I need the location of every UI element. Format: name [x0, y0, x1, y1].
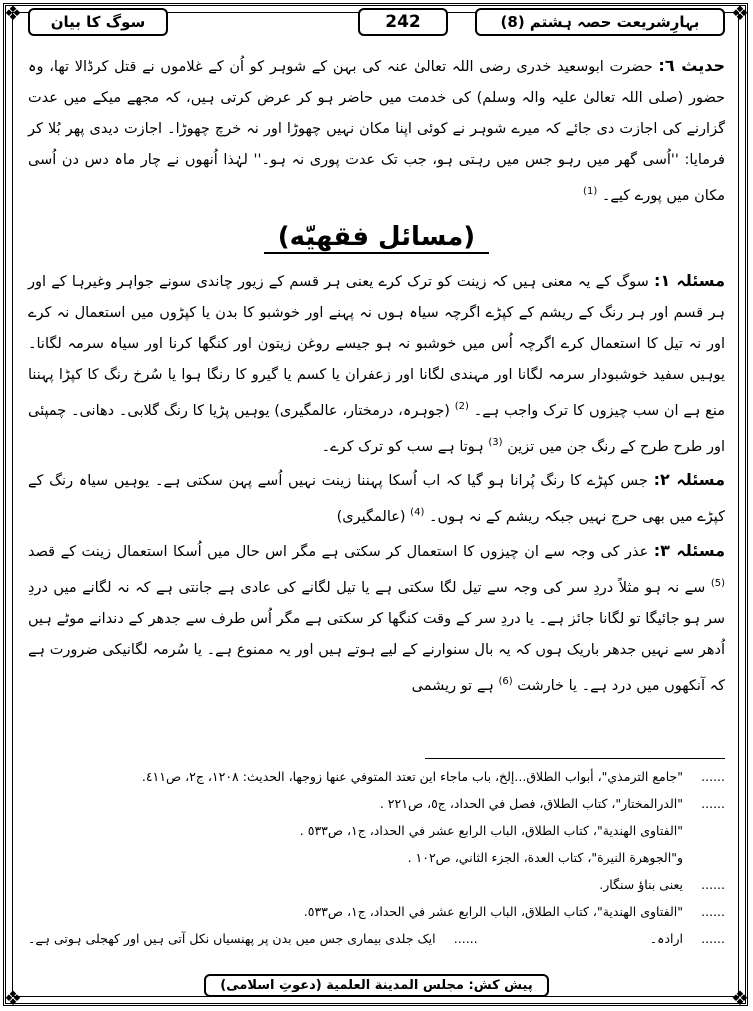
- masala-text: عذر کی وجہ سے ان چیزوں کا استعمال کر سکتی ہے مگر اس حال میں اُسکا استعمال زینت کے قصد: [28, 544, 649, 561]
- corner-ornament-icon: ❖: [4, 986, 22, 1010]
- page-number: 242: [358, 8, 448, 36]
- masala-3: [28, 535, 725, 702]
- masala-text: سوگ کے یہ معنی ہیں کہ زینت کو ترک کرے یعنی ہر قسم کے زیور چاندی سونے جواہر وغیرہا کے اور ہر قسم اور ہر رنگ کے ریشم کے کپڑے اگرچہ سیاہ ہوں نہ پہنے اور خوشبو کا بدن یا کپڑوں میں استعمال نہ کرے اور نہ تیل کا استعمال کرے اگرچہ اُس میں خوشبو نہ ہو جیسے روغن زیتون اور کنگھا کرنا اور سیاہ سرمہ لگانا۔ یوہیں سفید خوشبودار سرمہ لگانا اور مہندی لگانا اور زعفران یا کسم یا گیرو کا رنگا ہوا یا سُرخ رنگ کا کپڑا پہننا منع ہے ان سب چیزوں کا ترک واجب ہے۔: [28, 273, 725, 419]
- page-footer: [0, 974, 753, 997]
- footnote-marker: [683, 820, 725, 841]
- footnote-text: ایک جلدی بیماری جس میں بدن پر پھنسیاں نکل آتی ہیں اور کھجلی ہوتی ہے۔: [28, 931, 436, 946]
- footnote-item: [28, 820, 725, 841]
- footnote-item: [28, 901, 725, 922]
- footnote-marker: ......: [701, 877, 725, 892]
- hadith-label: حدیث ٦:: [658, 56, 725, 75]
- footnote-text: "الدرالمختار"، كتاب الطلاق، فصل في الحداد، ج٥، ص٢٢١ .: [379, 796, 683, 811]
- footnote-marker: ......: [453, 931, 478, 946]
- footnote-marker: ......: [701, 904, 725, 919]
- footnote-item: [28, 793, 725, 814]
- masala-text: (جوہرہ، درمختار، عالمگیری) یوہیں پڑیا کا رنگ گلابی۔ دھانی۔ چمپئی اور طرح طرح کے رنگ جن میں تزین: [28, 402, 725, 455]
- page-header: [28, 8, 725, 38]
- footnote-divider: [425, 758, 725, 759]
- corner-ornament-icon: ❖: [4, 1, 22, 25]
- corner-ornament-icon: ❖: [731, 1, 749, 25]
- publisher-box: [204, 974, 548, 997]
- masala-text: جس کپڑے کا رنگ پُرانا ہو گیا کہ اب اُسکا پہننا زینت نہیں اُسے پہن سکتی ہے۔ یوہیں سیاہ رنگ کے کپڑے میں بھی حرج نہیں جبکہ ریشم کے نہ ہوں۔: [28, 473, 725, 526]
- hadith-6: [28, 50, 725, 212]
- masala-1: [28, 265, 725, 463]
- footnote-ref[interactable]: (6): [498, 676, 513, 688]
- footnote-text: و"الجوهرة النيرة"، كتاب العدة، الجزء الثاني، ص١٠٢ .: [407, 850, 683, 865]
- masala-text: سے نہ ہو مثلاً دردِ سر کی وجہ سے تیل لگا سکتی ہے یا تیل لگانے کی عادی ہے جانتی ہے کہ نہ لگانے میں دردِ سر ہو جائیگا تو لگانا جائز ہے۔ یا دردِ سر کے وقت کنگھا کر سکتی ہے مگر اُس طرف سے جدھر کے دندانے موٹے ہیں اُدھر سے نہیں جدھر باریک ہوں کہ یہ بال سنوارنے کے لیے ہوتے ہیں اور یہ ممنوع ہے۔ یا سُرمہ لگانیکی ضرورت ہے کہ آنکھوں میں درد ہے۔ یا خارشت: [28, 580, 725, 694]
- footnote-text: ارادہ۔: [649, 931, 683, 946]
- section-title: (مسائل فقهيّه): [264, 222, 489, 254]
- footnote-ref[interactable]: (4): [410, 507, 425, 519]
- footnote-text: یعنی بناؤ سنگار.: [599, 877, 683, 892]
- footnote-row: [28, 928, 725, 955]
- masala-label: مسئلہ ١:: [654, 270, 725, 290]
- masala-text: ہے تو ریشمی: [411, 677, 494, 694]
- masala-label: مسئلہ ٢:: [653, 470, 725, 490]
- footnote-item: [28, 766, 725, 787]
- book-title: بہارِشریعت حصہ ہشتم (8): [475, 8, 725, 36]
- masala-source: (عالمگیری): [336, 509, 406, 526]
- footnote-ref[interactable]: (2): [454, 400, 469, 412]
- masala-text: ہوتا ہے سب کو ترک کرے۔: [321, 438, 484, 455]
- footnotes: [28, 766, 725, 955]
- footnote-ref[interactable]: (5): [710, 578, 726, 590]
- hadith-text: حضرت ابوسعید خدری رضی اللہ تعالیٰ عنہ کی بہن کے شوہر کو اُن کے غلاموں نے قتل کرڈالا تھا، وہ حضور (صلی اللہ تعالیٰ علیہ والہ وسلم) کی خدمت میں حاضر ہو کر عرض کرتی ہیں، کہ مجھے میکے میں عدت گزارنے کی اجازت دی جائے کہ میرے شوہر نے کوئی اپنا مکان نہیں چھوڑا اور نہ خرچ چھوڑا۔ اجازت دیدی پھر بُلا کر فرمایا: ''اُسی گھر میں رہو جس میں رہتی ہو، جب تک عدت پوری نہ ہو۔'' لہٰذا اُنھوں نے چار ماہ دس دن اُسی مکان میں پورے کیے۔: [28, 59, 725, 204]
- page-body: [28, 50, 725, 704]
- footnote-marker: ......: [701, 796, 725, 811]
- footnote-marker: ......: [701, 769, 725, 784]
- footnote-marker: ......: [701, 931, 725, 946]
- presented-by-label: پیش کش:: [468, 978, 533, 993]
- footnote-text: "الفتاوى الهندية"، كتاب الطلاق، الباب الرابع عشر في الحداد، ج١، ص٥٣٣.: [303, 904, 683, 919]
- footnote-text: "جامع الترمذي"، أبواب الطلاق...إلخ، باب ماجاء اين تعتد المتوفي عنها زوجها، الحديث: ١٢٠٨، ج٢، ص٤١١.: [141, 769, 683, 784]
- footnote-ref[interactable]: (3): [488, 436, 503, 448]
- section-heading: [28, 222, 725, 257]
- chapter-title: سوگ کا بیان: [28, 8, 168, 36]
- footnote-item: [28, 847, 725, 868]
- footnote-ref[interactable]: (1): [583, 186, 598, 197]
- footnote-item: [28, 874, 725, 895]
- corner-ornament-icon: ❖: [731, 986, 749, 1010]
- publisher-name: مجلس المدينة العلمية: [326, 978, 464, 993]
- footnote-item: [28, 928, 478, 949]
- masala-label: مسئلہ ٣:: [653, 541, 726, 561]
- footnote-item: [650, 928, 725, 949]
- masala-2: [28, 464, 725, 533]
- publisher-note: (دعوتِ اسلامی): [220, 978, 322, 993]
- footnote-text: "الفتاوى الهندية"، كتاب الطلاق، الباب الرابع عشر في الحداد، ج١، ص٥٣٣ .: [299, 823, 683, 838]
- footnote-marker: [683, 847, 725, 868]
